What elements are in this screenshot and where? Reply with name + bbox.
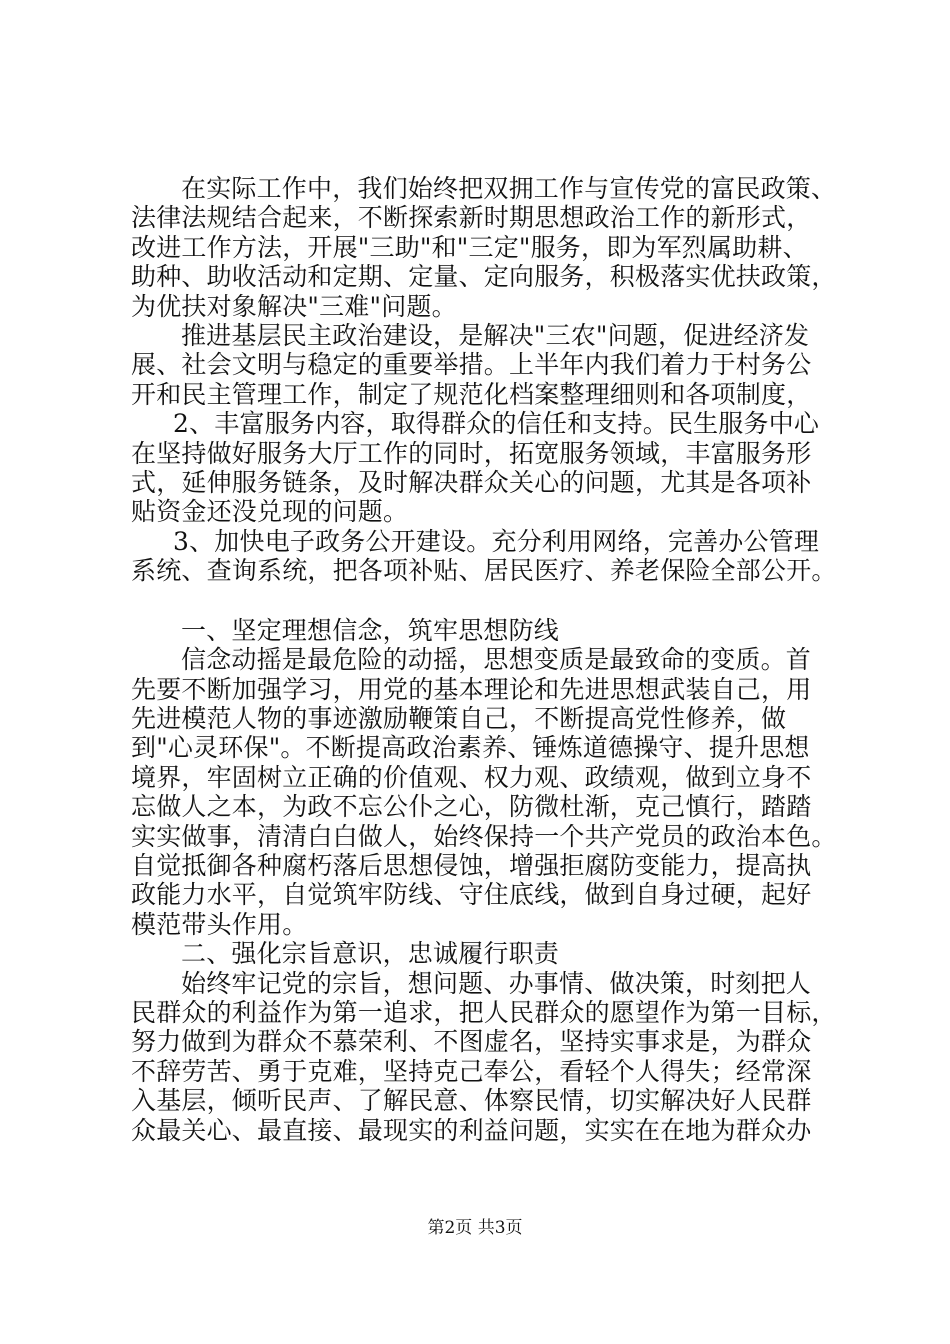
text-line: 自觉抵御各种腐朽落后思想侵蚀，增强拒腐防变能力，提高执 bbox=[131, 850, 812, 880]
text-line: 忘做人之本，为政不忘公仆之心，防微杜渐，克己慎行，踏踏 bbox=[131, 792, 812, 822]
text-line: 展、社会文明与稳定的重要举措。上半年内我们着力于村务公 bbox=[131, 350, 812, 380]
text-line: 开和民主管理工作，制定了规范化档案整理细则和各项制度， bbox=[131, 379, 812, 409]
paragraph-ideals bbox=[131, 645, 837, 939]
paragraph-gap bbox=[131, 586, 831, 616]
text-line: 政能力水平，自觉筑牢防线、守住底线，做到自身过硬，起好 bbox=[131, 880, 812, 910]
text-line: 始终牢记党的宗旨，想问题、办事情、做决策，时刻把人 bbox=[181, 968, 812, 998]
text-line: 推进基层民主政治建设，是解决"三农"问题，促进经济发 bbox=[181, 321, 810, 351]
text-line: 助种、助收活动和定期、定量、定向服务，积极落实优扶政策， bbox=[131, 262, 837, 292]
text-line: 先要不断加强学习，用党的基本理论和先进思想武装自己，用 bbox=[131, 674, 812, 704]
text-line: 模范带头作用。 bbox=[131, 909, 308, 939]
section-heading-1 bbox=[131, 616, 831, 645]
text-line: 实实做事，清清白白做人，始终保持一个共产党员的政治本色。 bbox=[131, 821, 837, 851]
paragraph-double-support bbox=[131, 174, 837, 321]
text-line: 民群众的利益作为第一追求，把人民群众的愿望作为第一目标， bbox=[131, 997, 837, 1027]
text-line: 努力做到为群众不慕荣利、不图虚名，坚持实事求是，为群众 bbox=[131, 1027, 812, 1057]
paragraph-e-government bbox=[131, 526, 837, 586]
text-line: 2、丰富服务内容，取得群众的信任和支持。民生服务中心 bbox=[173, 409, 820, 439]
document-body bbox=[131, 174, 837, 1145]
text-line: 3、加快电子政务公开建设。充分利用网络，完善办公管理 bbox=[173, 526, 820, 556]
text-line: 入基层，倾听民声、了解民意、体察民情，切实解决好人民群 bbox=[131, 1086, 812, 1116]
section-heading-2 bbox=[131, 939, 831, 968]
heading-text: 二、强化宗旨意识，忠诚履行职责 bbox=[181, 939, 560, 969]
paragraph-service-content bbox=[131, 409, 831, 527]
text-line: 先进模范人物的事迹激励鞭策自己，不断提高党性修养，做 bbox=[131, 703, 787, 733]
text-line: 式，延伸服务链条，及时解决群众关心的问题，尤其是各项补 bbox=[131, 468, 812, 498]
text-line: 境界，牢固树立正确的价值观、权力观、政绩观，做到立身不 bbox=[131, 762, 812, 792]
page-number-footer: 第2页 共3页 bbox=[427, 1218, 523, 1238]
text-line: 众最关心、最直接、最现实的利益问题，实实在在地为群众办 bbox=[131, 1115, 812, 1145]
text-line: 为优扶对象解决"三难"问题。 bbox=[131, 291, 457, 321]
text-line: 在实际工作中，我们始终把双拥工作与宣传党的富民政策、 bbox=[181, 174, 837, 203]
text-line: 信念动摇是最危险的动摇，思想变质是最致命的变质。首 bbox=[181, 645, 812, 675]
text-line: 法律法规结合起来，不断探索新时期思想政治工作的新形式， bbox=[131, 203, 812, 233]
text-line: 改进工作方法，开展"三助"和"三定"服务，即为军烈属助耕、 bbox=[131, 232, 808, 262]
text-line: 贴资金还没兑现的问题。 bbox=[131, 497, 409, 527]
text-line: 不辞劳苦、勇于克难，坚持克己奉公，看轻个人得失；经常深 bbox=[131, 1056, 812, 1086]
text-line: 系统、查询系统，把各项补贴、居民医疗、养老保险全部公开。 bbox=[131, 556, 837, 586]
text-line: 在坚持做好服务大厅工作的同时，拓宽服务领域，丰富服务形 bbox=[131, 438, 812, 468]
heading-text: 一、坚定理想信念，筑牢思想防线 bbox=[181, 615, 560, 645]
paragraph-grassroots-democracy bbox=[131, 321, 831, 409]
paragraph-purpose bbox=[131, 968, 837, 1145]
text-line: 到"心灵环保"。不断提高政治素养、锤炼道德操守、提升思想 bbox=[131, 733, 810, 763]
